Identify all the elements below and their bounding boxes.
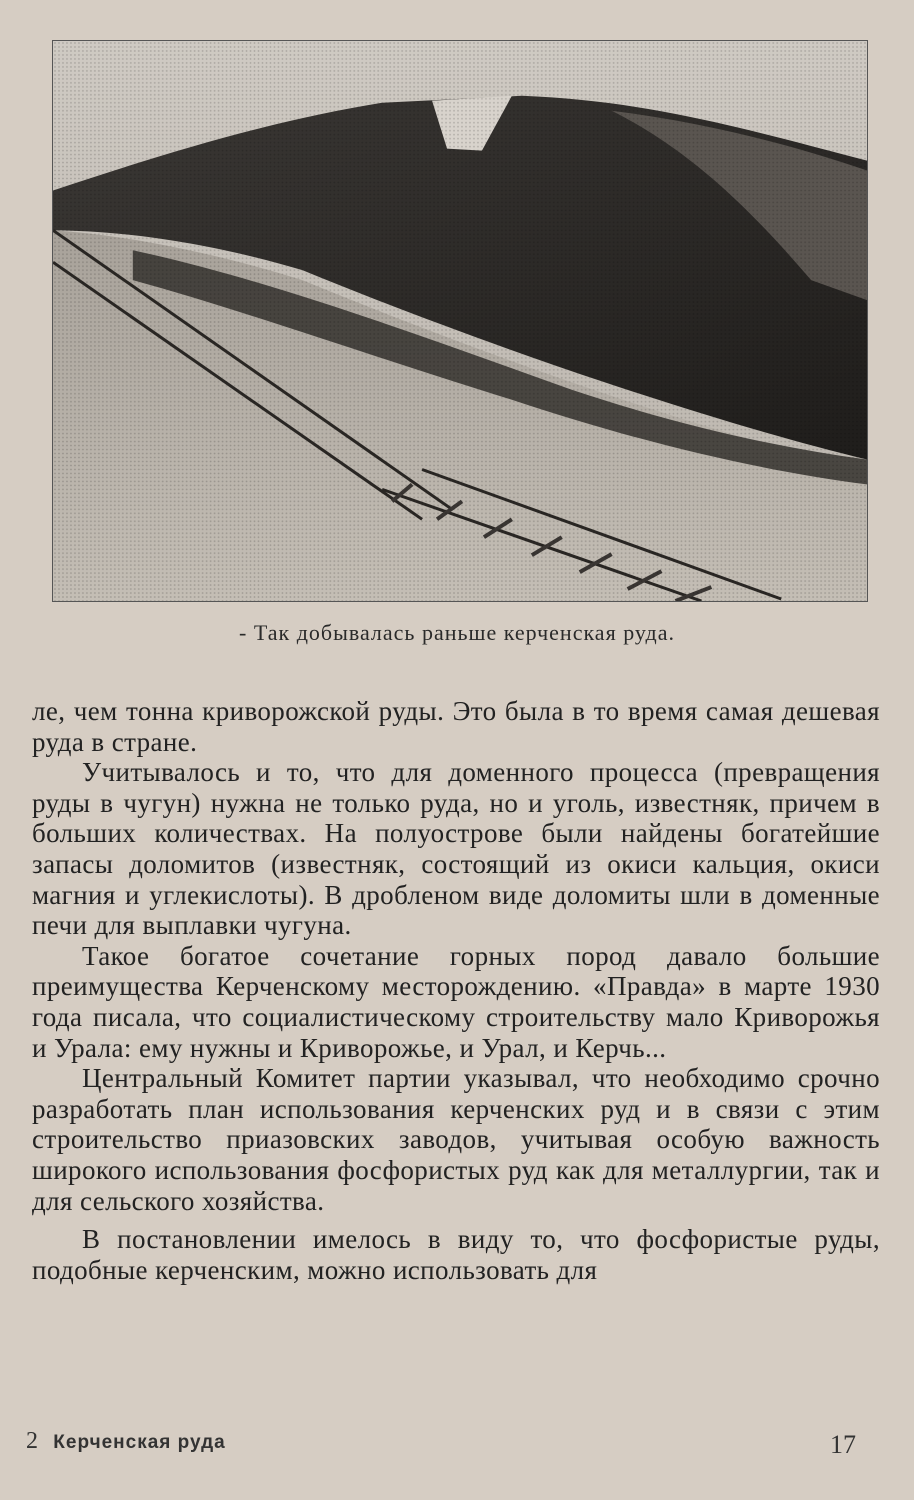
photo-caption <box>0 620 914 646</box>
page-number: 17 <box>830 1430 856 1459</box>
paragraph-1: ле, чем тонна криворожской руды. Это была в то время самая дешевая руда в стране. <box>32 696 880 757</box>
quarry-photo-illustration <box>53 41 867 601</box>
photo-caption-text: Так добывалась раньше керченская руда. <box>253 620 675 645</box>
paragraph-2: Учитывалось и то, что для доменного процесса (превращения руды в чугун) нужна не только руда, но и уголь, известняк, причем в больших количествах. На полуострове были найдены богатейшие запасы доломитов (известняк, состоящий из окиси кальция, окиси магния и углекислоты). В дробленом виде доломиты шли в доменные печи для выплавки чугуна. <box>32 757 880 941</box>
paragraph-5: В постановлении имелось в виду то, что фосфористые руды, подобные керченским, можно использовать для <box>32 1224 880 1285</box>
caption-mark: - <box>239 620 248 645</box>
printer-signature <box>26 1428 226 1455</box>
quarry-photo <box>52 40 868 602</box>
paragraph-4: Центральный Комитет партии указывал, что необходимо срочно разработать план использования керченских руд и в связи с этим строительство приазовских заводов, учитывая особую важность широкого использования фосфористых руд как для металлургии, так и для сельского хозяйства. <box>32 1063 880 1216</box>
page-footer <box>26 1424 856 1464</box>
signature-title: Керченская руда <box>53 1432 226 1453</box>
body-text <box>32 696 880 1285</box>
paragraph-3: Такое богатое сочетание горных пород давало большие преимущества Керченскому месторождению. «Правда» в марте 1930 года писала, что социалистическому строительству мало Криворожья и Урала: ему нужны и Криворожье, и Урал, и Керчь... <box>32 940 880 1063</box>
signature-number: 2 <box>26 1428 39 1454</box>
